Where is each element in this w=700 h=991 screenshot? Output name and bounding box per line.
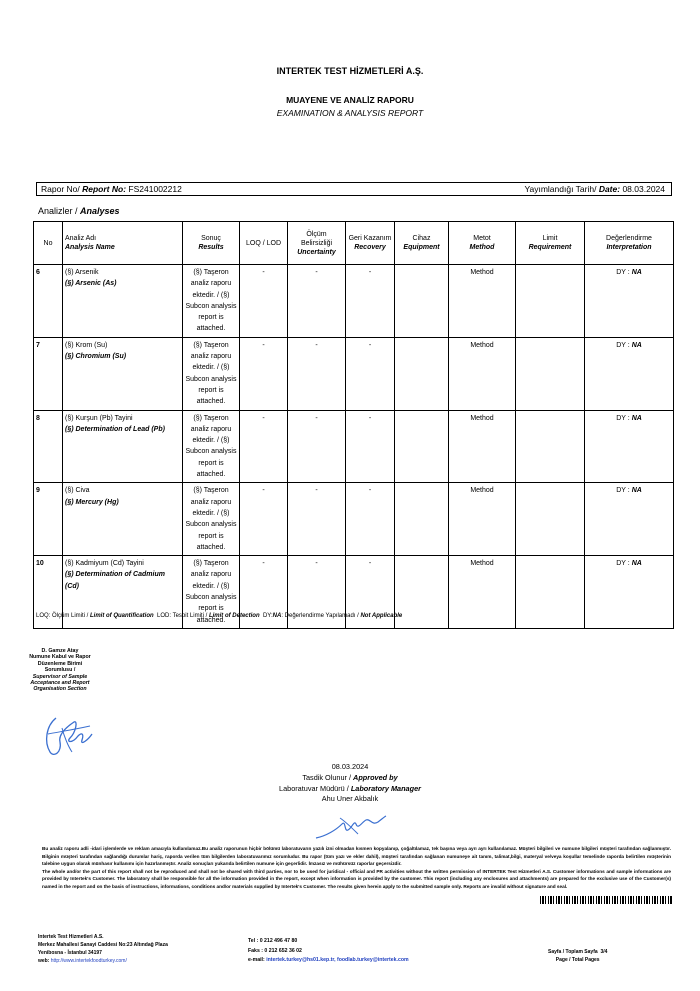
report-date: Yayımlandığı Tarih/ Date: 08.03.2024 <box>524 184 665 194</box>
page-number: 3/4 <box>600 949 608 955</box>
method: Method <box>449 483 516 556</box>
approval-date: 08.03.2024 <box>331 762 369 771</box>
analysis-name: (§) Kadmiyum (Cd) Tayini (§) Determination of Cadmium (Cd) <box>63 556 183 629</box>
footer-address: Intertek Test Hizmetleri A.S. Merkez Mahallesi Sanayi Caddesi No:23 Altındağ Plaza Yenibosna - İstanbul 34197 web: http://www.intertekfoodturkey.com/ <box>38 934 168 964</box>
report-title-tr: MUAYENE VE ANALİZ RAPORU <box>286 95 414 105</box>
page-indicator: Sayfa / Toplam Sayfa 3/4 Page / Total Pages <box>548 949 608 963</box>
result: (§) Taşeron analiz raporu ektedir. / (§) Subcon analysis report is attached. <box>183 483 240 556</box>
table-row <box>34 483 674 556</box>
approver-role: Laboratuvar Müdürü / Laboratory Manager <box>279 783 421 793</box>
method: Method <box>449 265 516 338</box>
uncertainty: - <box>288 410 346 483</box>
approval-block <box>0 762 700 805</box>
equipment <box>395 483 449 556</box>
limit <box>516 337 585 410</box>
result: (§) Taşeron analiz raporu ektedir. / (§) Subcon analysis report is attached. <box>183 265 240 338</box>
interpretation: DY : NA <box>585 410 674 483</box>
equipment <box>395 337 449 410</box>
left-signatory-block <box>24 648 96 693</box>
footer-contact: Tel : 0 212 496 47 80 Faks : 0 212 652 36 02 e-mail: intertek.turkey@hs01.kep.tr, foodlab.turkey@intertek.com <box>248 938 409 963</box>
uncertainty: - <box>288 337 346 410</box>
column-header: Geri Kazanım Recovery <box>346 222 395 265</box>
report-info-bar <box>36 182 672 196</box>
column-header: Analiz Adı Analysis Name <box>63 222 183 265</box>
table-header-row <box>34 222 674 265</box>
column-header: No <box>34 222 63 265</box>
equipment <box>395 556 449 629</box>
table-row <box>34 410 674 483</box>
disclaimer-tr: Bu analiz raporu adli -idari işlemlerde ve reklam amacıyla kullanılamaz.Bu analiz raporunun hiçbir bölümü laboratuvarın yazılı izni olmadan kısmen kopyalanıp, çoğaltılamaz, tek başına veya ayrı ayrı kullanılamaz. Müşteri bilgileri ve numune bilgileri müşteri tarafından sağlanmıştır. Bilginin müşteri tarafından sağlandığı durumlar hariç, raporda verilen tüm bilgilerden laboratuvarımız sorumludur. Bu rapor (tüm yazı ve ekler dahil), müşteri tarafından sağlanan numuneye ait tanım, talimat,bilgi, materyal ve/veya koşullar temelinde raporda belirtilen müşterinin talebine uygun olarak münhasır kullanımı için hazırlanmıştır. Analiz sonuçları yukarıda belirtilen numune için geçerlidir. İmzasız ve mühürsüz raporlar geçersizdir. <box>42 846 671 867</box>
equipment <box>395 410 449 483</box>
disclaimer <box>42 845 671 891</box>
table-row <box>34 337 674 410</box>
result: (§) Taşeron analiz raporu ektedir. / (§) Subcon analysis report is attached. <box>183 337 240 410</box>
signatory-role-en: Supervisor of Sample Acceptance and Report Organisation Section <box>30 673 90 693</box>
analysis-name: (§) Civa (§) Mercury (Hg) <box>63 483 183 556</box>
uncertainty: - <box>288 556 346 629</box>
row-number: 6 <box>34 265 63 338</box>
analysis-name: (§) Arsenik (§) Arsenic (As) <box>63 265 183 338</box>
approver-signature-image <box>312 812 388 842</box>
analyses-heading: Analizler / Analyses <box>38 206 120 216</box>
loq-lod: - <box>240 265 288 338</box>
column-header: LOQ / LOD <box>240 222 288 265</box>
recovery: - <box>346 410 395 483</box>
barcode <box>540 896 672 904</box>
disclaimer-en: The whole and/or the part of this report shall not be reproduced and shall not be shared with third parties, nor to be used for juridical - official and PR activities without the written permission of INTERTEK Test Hizmetleri A.S. Customer informations and sample informations are provided by Intertek's Customer. The laboratory shall be responsible for all the information provided in the report, except when information is provided by the customer. This report (including any enclosures and attachments) are prepared for the exclusive use of the Customer(s) named in the report and on the basis of instructions, informations, conditions and/or materials supplied by Intertek's Customer. The results given herein apply to the submitted sample only. Reports are invalid without signature and seal. <box>42 868 671 889</box>
row-number: 10 <box>34 556 63 629</box>
method: Method <box>449 556 516 629</box>
signatory-name: D. Gamze Atay <box>41 648 79 654</box>
row-number: 7 <box>34 337 63 410</box>
column-header: Sonuç Results <box>183 222 240 265</box>
row-number: 9 <box>34 483 63 556</box>
report-number: Rapor No/ Report No: FS241002212 <box>41 184 182 194</box>
approver-name: Ahu Uner Akbalık <box>321 794 379 804</box>
recovery: - <box>346 265 395 338</box>
website-link[interactable]: http://www.intertekfoodturkey.com/ <box>50 958 127 964</box>
limit <box>516 265 585 338</box>
loq-lod: - <box>240 337 288 410</box>
left-signature-image <box>42 712 98 758</box>
approved-by: Tasdik Olunur / Approved by <box>302 772 398 782</box>
interpretation: DY : NA <box>585 556 674 629</box>
method: Method <box>449 337 516 410</box>
uncertainty: - <box>288 265 346 338</box>
interpretation: DY : NA <box>585 337 674 410</box>
table-row <box>34 265 674 338</box>
method: Method <box>449 410 516 483</box>
analysis-name: (§) Krom (Su) (§) Chromium (Su) <box>63 337 183 410</box>
column-header: Metot Method <box>449 222 516 265</box>
limit <box>516 410 585 483</box>
analysis-name: (§) Kurşun (Pb) Tayini (§) Determination of Lead (Pb) <box>63 410 183 483</box>
recovery: - <box>346 483 395 556</box>
limit <box>516 483 585 556</box>
signatory-role-tr: Numune Kabul ve Rapor Düzenleme Birimi Sorumlusu / <box>29 654 91 674</box>
column-header: Değerlendirme Interpretation <box>585 222 674 265</box>
loq-lod: - <box>240 556 288 629</box>
uncertainty: - <box>288 483 346 556</box>
column-header: Limit Requirement <box>516 222 585 265</box>
loq-lod: - <box>240 483 288 556</box>
column-header: Ölçüm Belirsizliği Uncertainty <box>288 222 346 265</box>
loq-lod: - <box>240 410 288 483</box>
report-title-en: EXAMINATION & ANALYSIS REPORT <box>276 108 424 118</box>
recovery: - <box>346 556 395 629</box>
result: (§) Taşeron analiz raporu ektedir. / (§) Subcon analysis report is attached. <box>183 410 240 483</box>
analyses-table <box>33 221 674 629</box>
phone: Tel : 0 212 496 47 80 <box>248 938 298 944</box>
fax: Faks : 0 212 652 36 02 <box>248 947 302 954</box>
company-title: INTERTEK TEST HİZMETLERİ A.Ş. <box>276 66 424 76</box>
recovery: - <box>346 337 395 410</box>
table-legend: LOQ: Ölçüm Limiti / Limit of Quantification LOD: Tespit Limiti / Limit of Detection DY:NA: Değerlendirme Yapılamadı / Not Applicable <box>36 613 403 619</box>
column-header: Cihaz Equipment <box>395 222 449 265</box>
interpretation: DY : NA <box>585 265 674 338</box>
result: (§) Taşeron analiz raporu ektedir. / (§) Subcon analysis report is attached. <box>183 556 240 629</box>
interpretation: DY : NA <box>585 483 674 556</box>
email-link[interactable]: intertek.turkey@hs01.kep.tr, foodlab.turkey@intertek.com <box>266 957 409 963</box>
equipment <box>395 265 449 338</box>
row-number: 8 <box>34 410 63 483</box>
limit <box>516 556 585 629</box>
